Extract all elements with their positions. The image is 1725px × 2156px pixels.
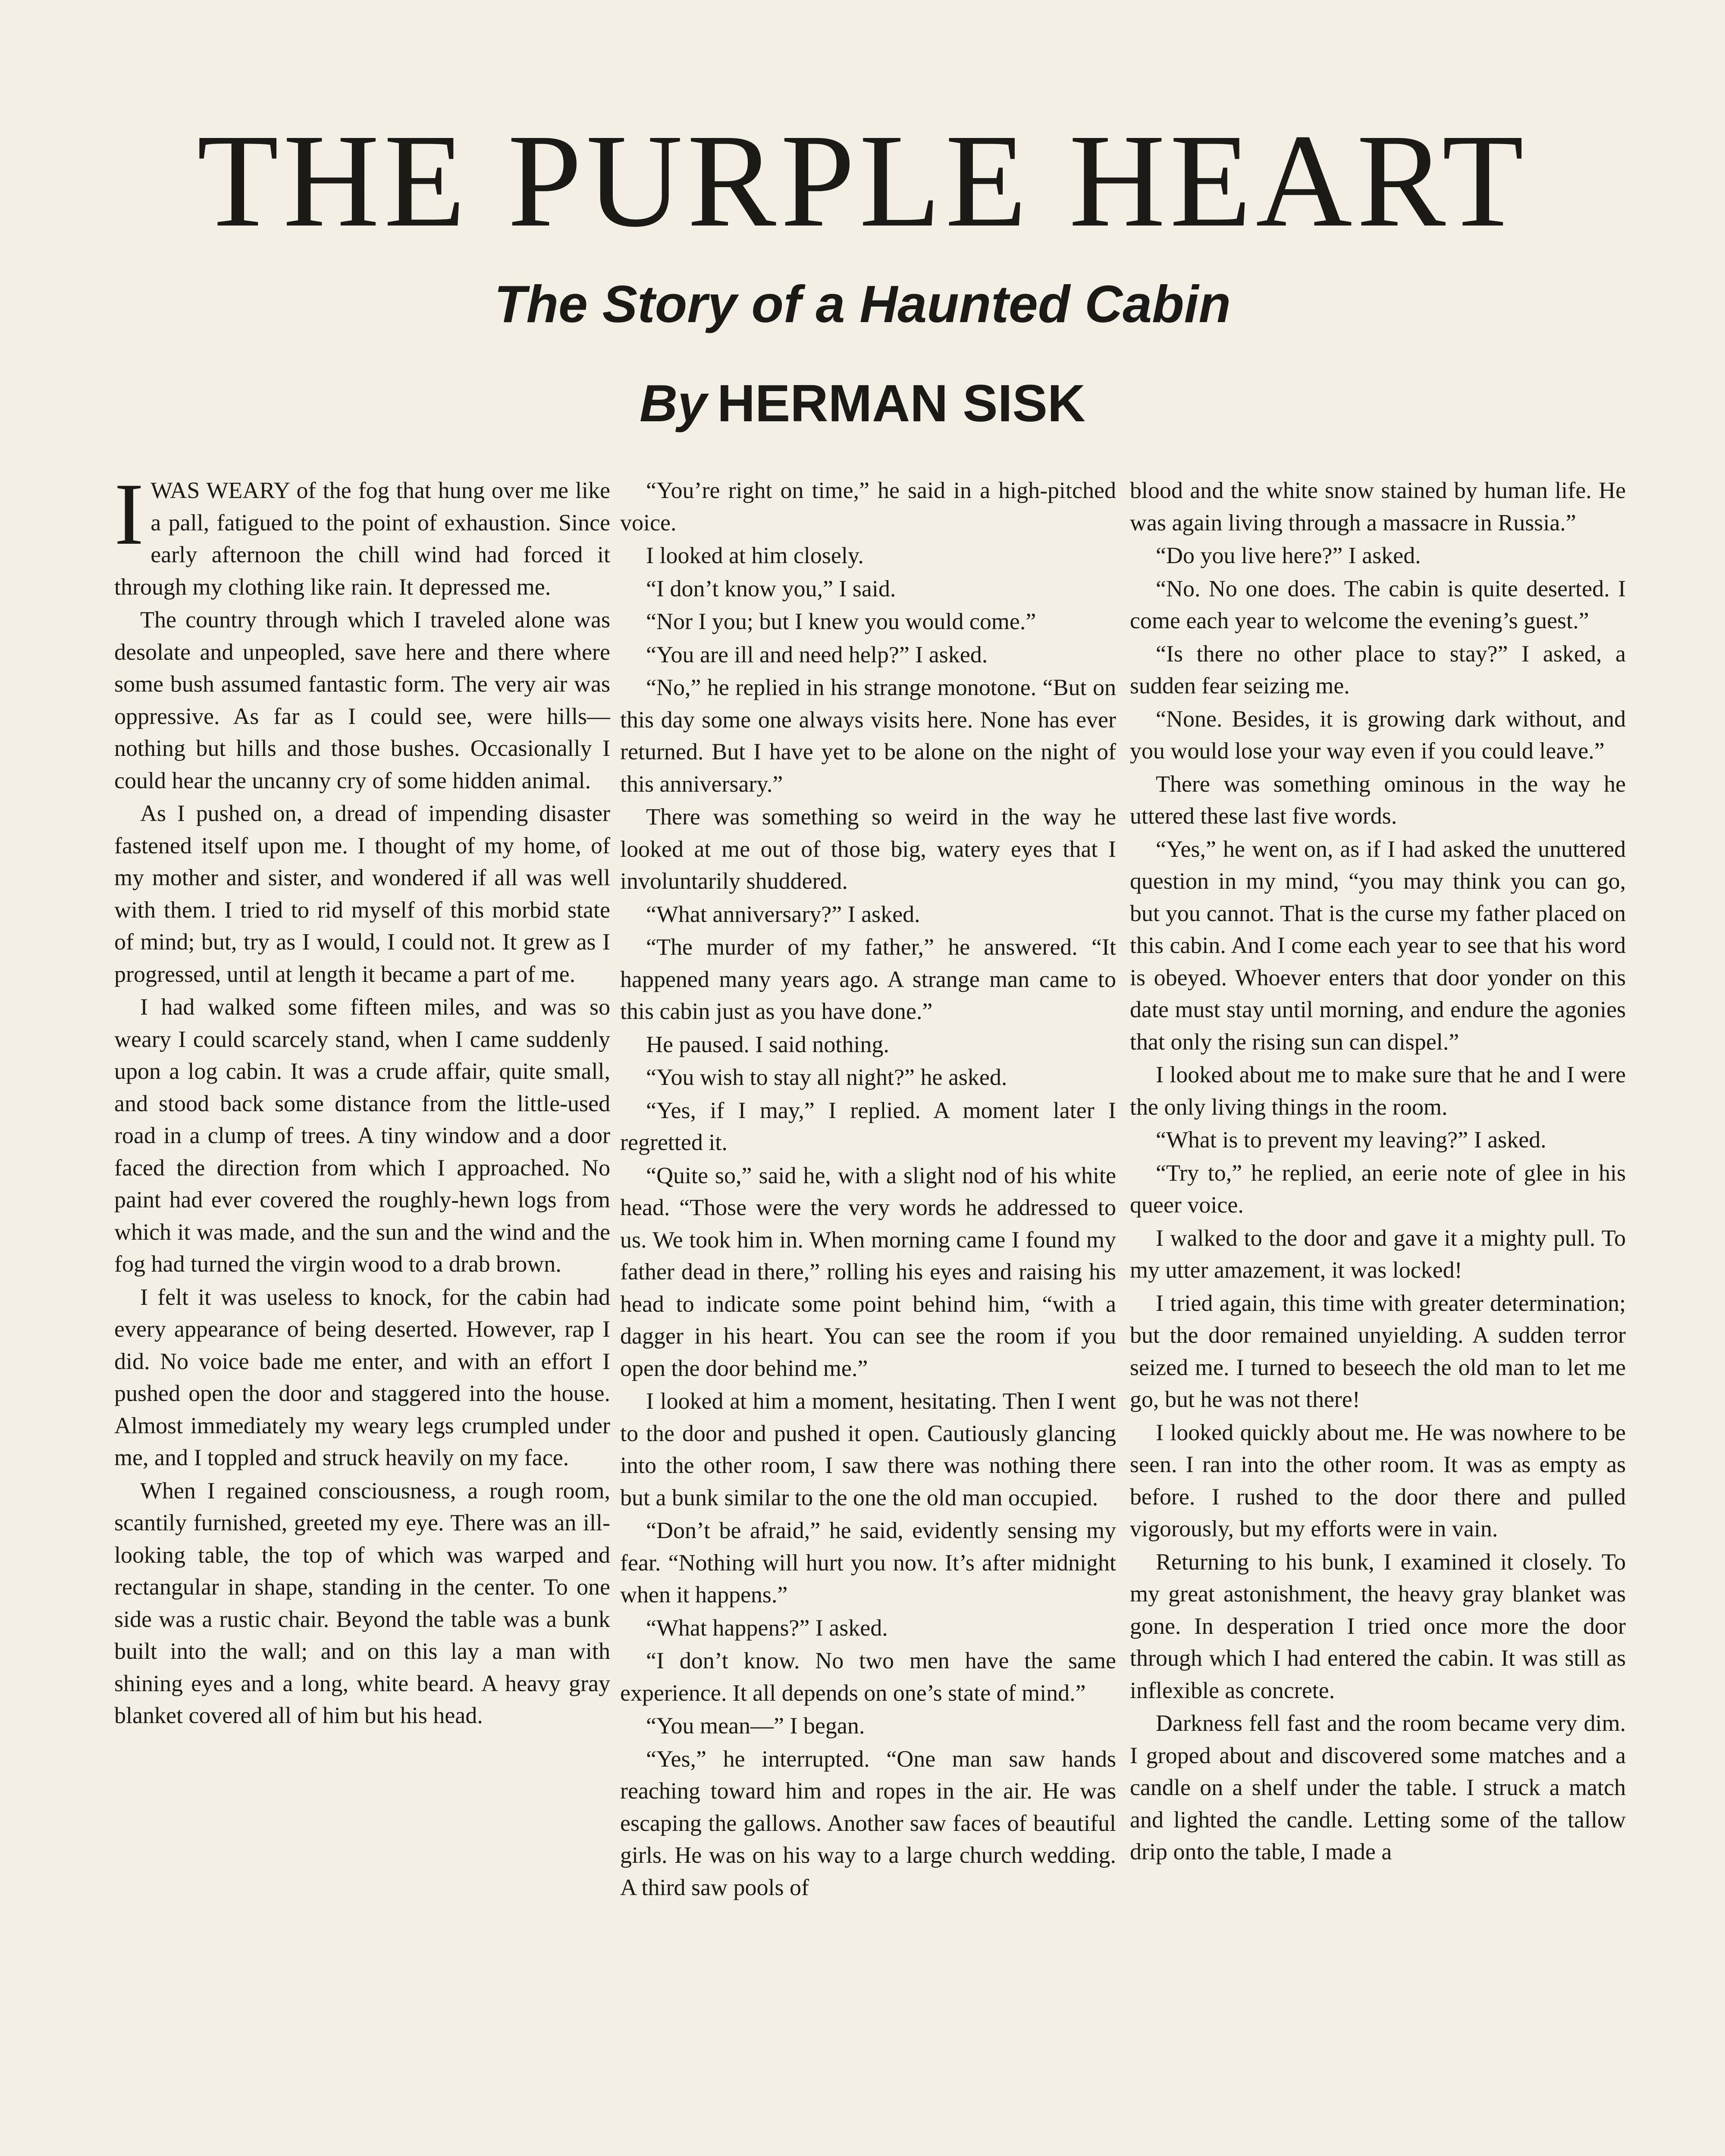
paragraph: “The murder of my father,” he answered. “It happened many years ago. A strange man came to this cabin just as you have done.” (620, 934, 1116, 1024)
paragraph: He paused. I said nothing. (646, 1031, 889, 1057)
paragraph: “No,” he replied in his strange monotone. “But on this day some one always visits here. None has ever returned. But I have yet to be alone on the night of this anniversary.” (620, 674, 1116, 797)
drop-cap: I (114, 474, 144, 563)
paragraph: “Yes,” he went on, as if I had asked the unuttered question in my mind, “you may think you can go, but you cannot. That is the curse my father placed on this cabin. And I come each year to see that his word is obeyed. Whoever enters that door yonder on this date must stay until morning, and endure the agonies that only the rising sun can dispel.” (1130, 836, 1626, 1055)
paragraph: The country through which I traveled alone was desolate and unpeopled, save here and there where some bush assumed fantastic form. The very air was oppressive. As far as I could see, were hills—nothing but hills and those bushes. Occasionally I could hear the uncanny cry of some hidden animal. (114, 607, 610, 793)
byline-prefix: By (639, 374, 707, 432)
paragraph: I looked about me to make sure that he and I were the only living things in the room. (1130, 1062, 1626, 1120)
paragraph: “You are ill and need help?” I asked. (646, 641, 988, 667)
paragraph: As I pushed on, a dread of impending disaster fastened itself upon me. I thought of my home, of my mother and sister, and wondered if all was well with them. I tried to rid myself of this morbid state of mind; but, try as I would, I could not. It grew as I progressed, until at length it became a part of me. (114, 800, 610, 987)
story-subtitle: The Story of a Haunted Cabin (494, 275, 1231, 333)
story-title: THE PURPLE HEART (197, 107, 1528, 255)
paragraph: I looked at him a moment, hesitating. Then I went to the door and pushed it open. Cautiously glancing into the other room, I saw there was nothing there but a bunk similar to the one the old man occupied. (620, 1388, 1116, 1510)
paragraph: “Yes, if I may,” I replied. A moment later I regretted it. (620, 1097, 1116, 1155)
paragraph: “Quite so,” said he, with a slight nod of his white head. “Those were the very words he addressed to us. We took him in. When morning came I found my father dead in there,” rolling his eyes and raising his head to indicate some point behind him, “with a dagger in his heart. You can see the room if you open the door behind me.” (620, 1162, 1116, 1381)
paragraph: I looked at him closely. (646, 542, 864, 568)
paragraph: “Is there no other place to stay?” I asked, a sudden fear seizing me. (1130, 640, 1626, 699)
paragraph: “Do you live here?” I asked. (1156, 542, 1421, 568)
paragraph: “Nor I you; but I knew you would come.” (646, 608, 1036, 634)
author-name: HERMAN SISK (717, 374, 1086, 432)
paragraph: “No. No one does. The cabin is quite deserted. I come each year to welcome the evening’s guest.” (1130, 575, 1626, 633)
paragraph: There was something so weird in the way he looked at me out of those big, watery eyes that I involuntarily shuddered. (620, 804, 1116, 894)
paragraph: I tried again, this time with greater determination; but the door remained unyielding. A sudden terror seized me. I turned to beseech the old man to let me go, but he was not there! (1130, 1290, 1626, 1412)
paragraph: “I don’t know you,” I said. (646, 575, 896, 602)
paragraph: “I don’t know. No two men have the same experience. It all depends on one’s state of mind.” (620, 1648, 1116, 1706)
paragraph (114, 474, 610, 603)
paragraph-text: WAS WEARY of the fog that hung over me like a pall, fatigued to the point of exhaustion. Since early afternoon the chill wind had forced it through my clothing like rain. It depressed me. (114, 477, 610, 600)
text-column-1 (114, 474, 610, 2156)
paragraph: I walked to the door and gave it a mighty pull. To my utter amazement, it was locked! (1130, 1225, 1626, 1283)
paragraph: I had walked some fifteen miles, and was so weary I could scarcely stand, when I came suddenly upon a log cabin. It was a crude affair, quite small, and stood back some distance from the little-used road in a clump of trees. A tiny window and a door faced the direction from which I approached. No paint had ever covered the roughly-hewn logs from which it was made, and the sun and the wind and the fog had turned the virgin wood to a drab brown. (114, 994, 610, 1277)
paragraph: I felt it was useless to knock, for the cabin had every appearance of being deserted. However, rap I did. No voice bade me enter, and with an effort I pushed open the door and staggered into the house. Almost immediately my weary legs crumpled under me, and I toppled and struck heavily on my face. (114, 1284, 610, 1470)
text-column-3 (1130, 474, 1626, 2156)
paragraph: “Don’t be afraid,” he said, evidently sensing my fear. “Nothing will hurt you now. It’s after midnight when it happens.” (620, 1517, 1116, 1608)
paragraph: “You’re right on time,” he said in a high-pitched voice. (620, 477, 1116, 536)
paragraph: “You mean—” I began. (646, 1713, 865, 1739)
paragraph: “Yes,” he interrupted. “One man saw hands reaching toward him and ropes in the air. He was escaping the gallows. Another saw faces of beautiful girls. He was on his way to a large church wedding. A third saw pools of (620, 1745, 1116, 1900)
paragraph: blood and the white snow stained by human life. He was again living through a massacre in Russia.” (1130, 477, 1626, 536)
paragraph: Returning to his bunk, I examined it closely. To my great astonishment, the heavy gray blanket was gone. In desperation I tried once more the door through which I had entered the cabin. It was still as inflexible as concrete. (1130, 1548, 1626, 1703)
paragraph: “What anniversary?” I asked. (646, 901, 920, 927)
paragraph: “None. Besides, it is growing dark without, and you would lose your way even if you could leave.” (1130, 705, 1626, 764)
paragraph: “What happens?” I asked. (646, 1614, 888, 1641)
paragraph: There was something ominous in the way he uttered these last five words. (1130, 771, 1626, 829)
paragraph: “Try to,” he replied, an eerie note of glee in his queer voice. (1130, 1159, 1626, 1218)
paragraph: When I regained consciousness, a rough room, scantily furnished, greeted my eye. There was an ill-looking table, the top of which was warped and rectangular in shape, standing in the center. To one side was a rustic chair. Beyond the table was a bunk built into the wall; and on this lay a man with shining eyes and a long, white beard. A heavy gray blanket covered all of him but his head. (114, 1477, 610, 1728)
byline (0, 371, 1725, 436)
paragraph: I looked quickly about me. He was nowhere to be seen. I ran into the other room. It was as empty as before. I rushed to the door there and pulled vigorously, but my efforts were in vain. (1130, 1419, 1626, 1542)
paragraph: “What is to prevent my leaving?” I asked. (1156, 1127, 1546, 1153)
paragraph: “You wish to stay all night?” he asked. (646, 1064, 1007, 1090)
text-column-2 (620, 474, 1116, 2156)
paragraph: Darkness fell fast and the room became very dim. I groped about and discovered some matches and a candle on a shelf under the table. I struck a match and lighted the candle. Letting some of the tallow drip onto the table, I made a (1130, 1710, 1626, 1865)
